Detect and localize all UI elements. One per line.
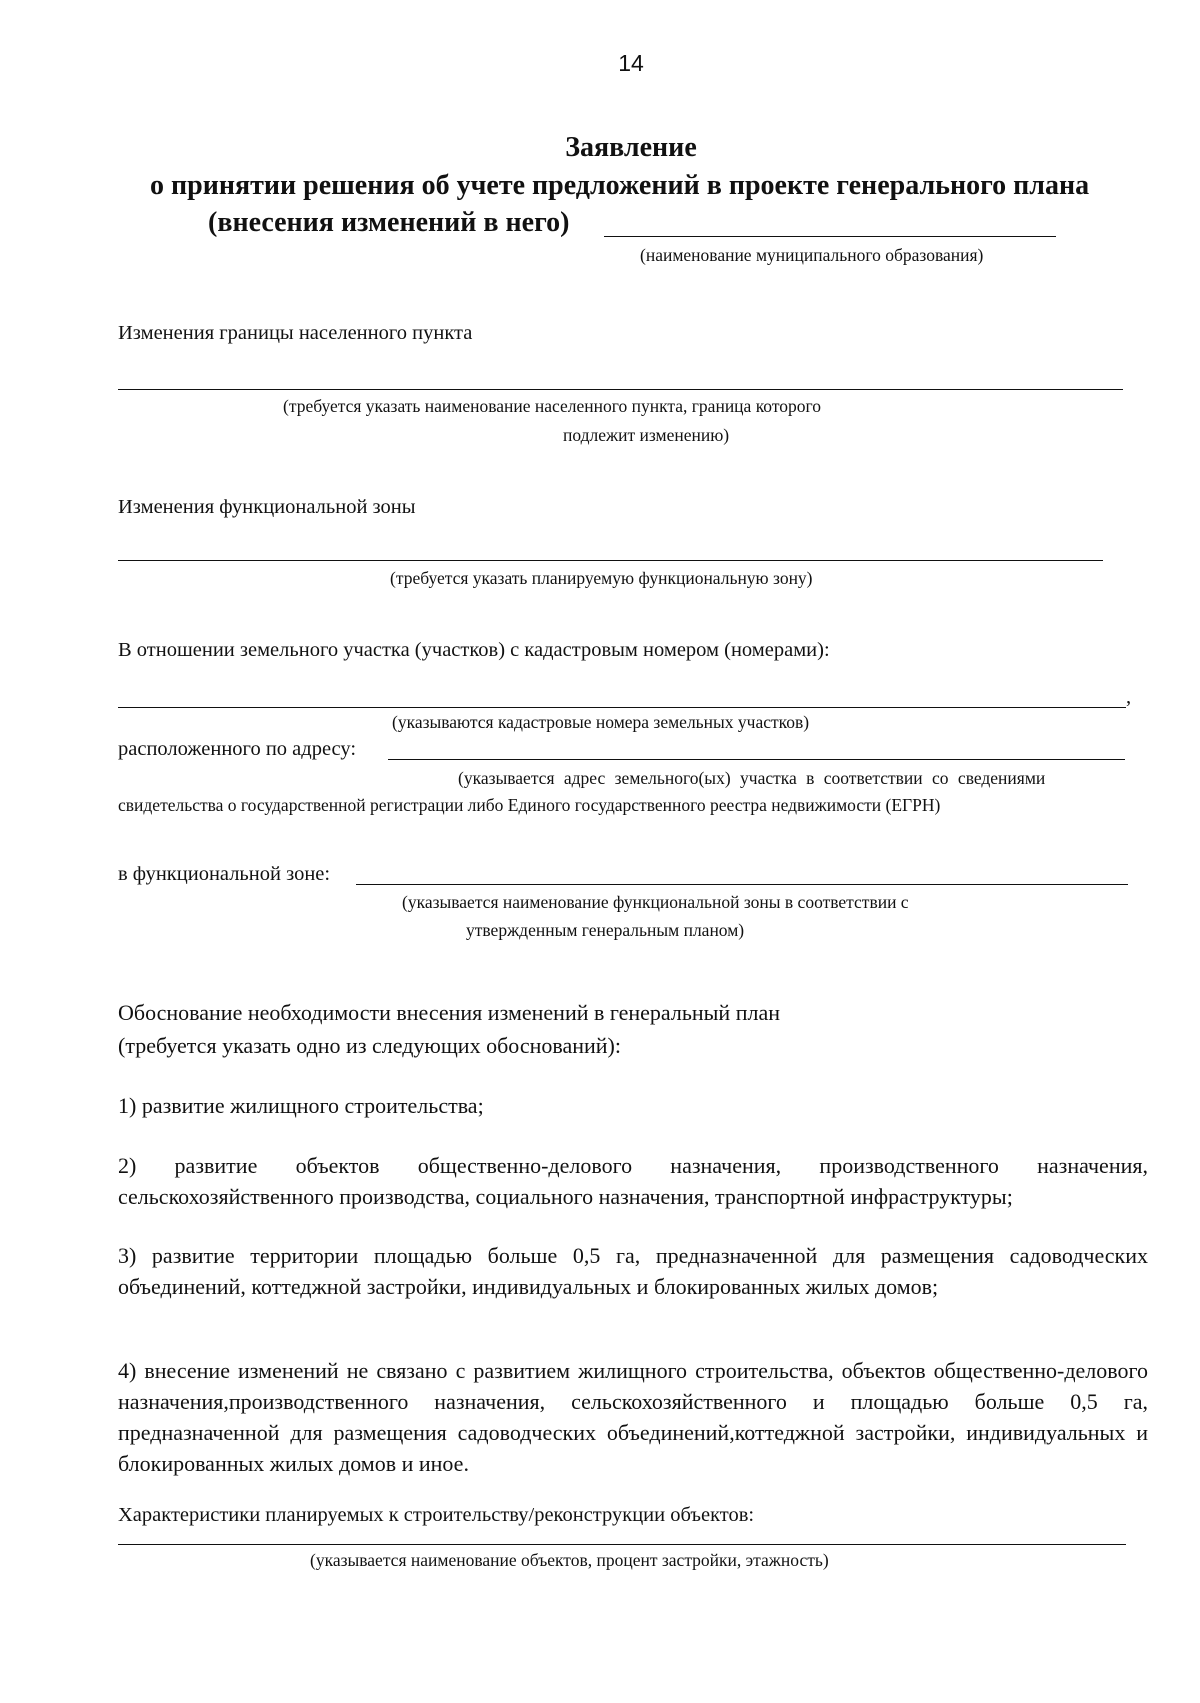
- document-subtitle: о принятии решения об учете предложений в проекте генерального плана: [150, 170, 1090, 201]
- address-label: расположенного по адресу:: [118, 738, 357, 760]
- justification-item-4: 4) внесение изменений не связано с развитием жилищного строительства, объектов общественно-делового назначения,производственного назначения, сельскохозяйственного и площадью больше 0,5 га, предназначенной для размещения садоводческих объединений,коттеджной застройки, индивидуальных и блокированных жилых домов и иное.: [118, 1358, 1148, 1476]
- cadastral-input-line[interactable]: [118, 707, 1126, 708]
- municipality-input-line[interactable]: [604, 236, 1056, 237]
- current-zone-input-line[interactable]: [356, 884, 1128, 885]
- settlement-border-input-line[interactable]: [118, 389, 1123, 390]
- page-number: 14: [618, 50, 644, 76]
- functional-zone-input-line[interactable]: [118, 560, 1103, 561]
- settlement-border-hint-continued: подлежит изменению): [563, 425, 730, 445]
- characteristics-hint: (указывается наименование объектов, процент застройки, этажность): [310, 1550, 829, 1570]
- document-subtitle-continued: (внесения изменений в него): [208, 207, 570, 238]
- document-title: Заявление: [565, 132, 697, 163]
- address-hint-continued: свидетельства о государственной регистрации либо Единого государственного реестра недвижимости (ЕГРН): [118, 795, 941, 815]
- address-input-line[interactable]: [388, 759, 1125, 760]
- functional-zone-hint: (требуется указать планируемую функциональную зону): [390, 568, 813, 588]
- cadastral-hint: (указываются кадастровые номера земельных участков): [392, 712, 810, 732]
- cadastral-trailing-comma: ,: [1126, 686, 1132, 708]
- current-zone-hint-continued: утвержденным генеральным планом): [466, 920, 745, 940]
- functional-zone-label: Изменения функциональной зоны: [118, 496, 416, 518]
- justification-intro-continued: (требуется указать одно из следующих обоснований):: [118, 1033, 621, 1058]
- characteristics-input-line[interactable]: [118, 1544, 1126, 1545]
- cadastral-label: В отношении земельного участка (участков) с кадастровым номером (номерами):: [118, 639, 830, 661]
- justification-intro: Обоснование необходимости внесения изменений в генеральный план: [118, 1000, 780, 1025]
- justification-item-3: 3) развитие территории площадью больше 0,5 га, предназначенной для размещения садоводческих объединений, коттеджной застройки, индивидуальных и блокированных жилых домов;: [118, 1243, 1148, 1299]
- justification-item-2: 2) развитие объектов общественно-делового назначения, производственного назначения, сельскохозяйственного производства, социального назначения, транспортной инфраструктуры;: [118, 1153, 1148, 1209]
- justification-item-1: 1) развитие жилищного строительства;: [118, 1093, 484, 1118]
- settlement-border-hint: (требуется указать наименование населенного пункта, граница которого: [283, 396, 821, 416]
- settlement-border-label: Изменения границы населенного пункта: [118, 322, 473, 344]
- address-hint: (указывается адрес земельного(ых) участка в соответствии со сведениями: [458, 768, 1046, 788]
- current-zone-label: в функциональной зоне:: [118, 863, 331, 885]
- characteristics-label: Характеристики планируемых к строительству/реконструкции объектов:: [118, 1504, 755, 1526]
- municipality-hint: (наименование муниципального образования): [640, 245, 984, 265]
- current-zone-hint: (указывается наименование функциональной зоны в соответствии с: [402, 892, 909, 912]
